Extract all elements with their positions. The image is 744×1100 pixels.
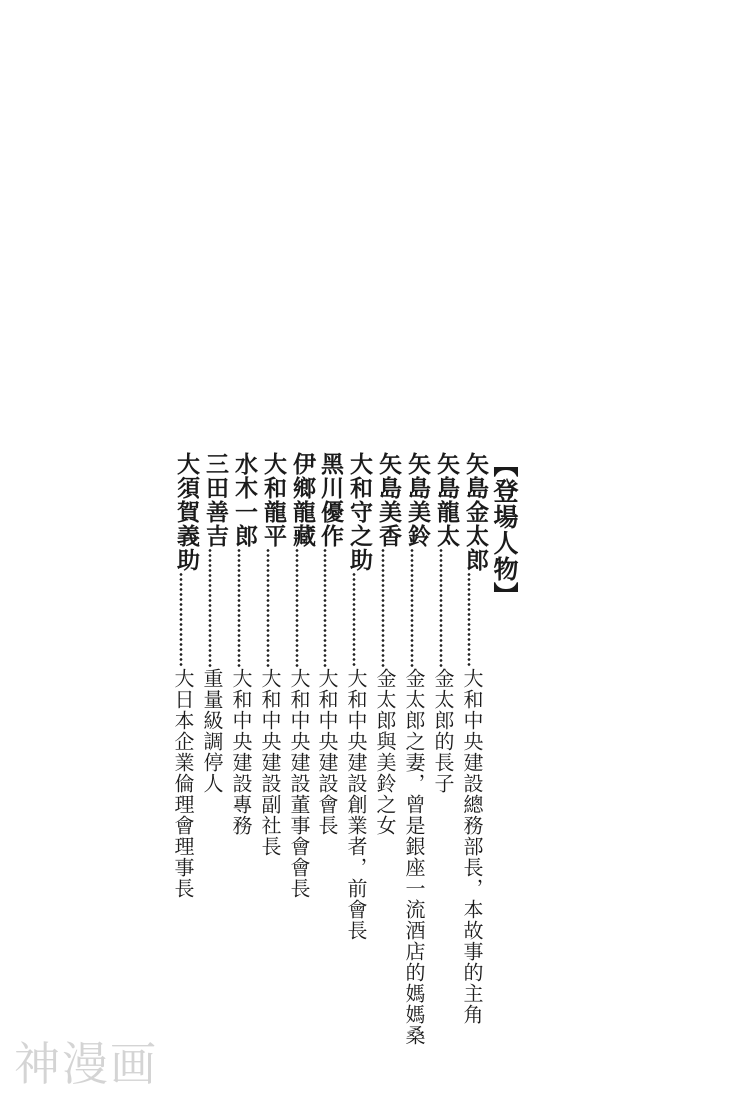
dot-leader xyxy=(323,548,327,667)
dot-leader xyxy=(381,548,385,667)
dot-leader xyxy=(237,548,241,667)
character-description: 大和中央建設創業者，前會長 xyxy=(344,668,368,941)
character-name: 水木一郎 xyxy=(231,452,258,548)
page-heading: 【登場人物】 xyxy=(490,452,519,608)
character-name: 黑川優作 xyxy=(317,452,344,548)
character-description: 金太郎之妻，曾是銀座一流酒店的媽媽桑 xyxy=(402,668,426,1046)
dot-leader xyxy=(439,548,443,667)
character-name: 矢島金太郎 xyxy=(462,452,489,572)
dot-leader xyxy=(467,572,471,667)
character-description: 金太郎的長子 xyxy=(431,668,455,794)
character-name: 大和龍平 xyxy=(260,452,287,548)
character-description: 大和中央建設會長 xyxy=(315,668,339,836)
dot-leader xyxy=(208,548,212,667)
watermark-logo: 神漫画 xyxy=(14,1037,158,1091)
character-description: 大日本企業倫理會理事長 xyxy=(171,668,195,899)
dot-leader xyxy=(352,572,356,667)
character-name: 矢島美鈴 xyxy=(404,452,431,548)
character-name: 大和守之助 xyxy=(346,452,373,572)
character-description: 金太郎與美鈴之女 xyxy=(373,668,397,836)
character-name: 矢島龍太 xyxy=(433,452,460,548)
character-name: 矢島美香 xyxy=(375,452,402,548)
character-description: 大和中央建設總務部長，本故事的主角 xyxy=(460,668,484,1025)
character-description: 大和中央建設副社長 xyxy=(258,668,282,857)
character-description: 大和中央建設專務 xyxy=(229,668,253,836)
dot-leader xyxy=(410,548,414,667)
character-name: 伊鄉龍藏 xyxy=(289,452,316,548)
character-description: 重量級調停人 xyxy=(200,668,224,794)
character-name: 三田善吉 xyxy=(202,452,229,548)
dot-leader xyxy=(179,572,183,667)
dot-leader xyxy=(266,548,270,667)
dot-leader xyxy=(295,548,299,667)
character-name: 大須賀義助 xyxy=(173,452,200,572)
character-description: 大和中央建設董事會會長 xyxy=(287,668,311,899)
